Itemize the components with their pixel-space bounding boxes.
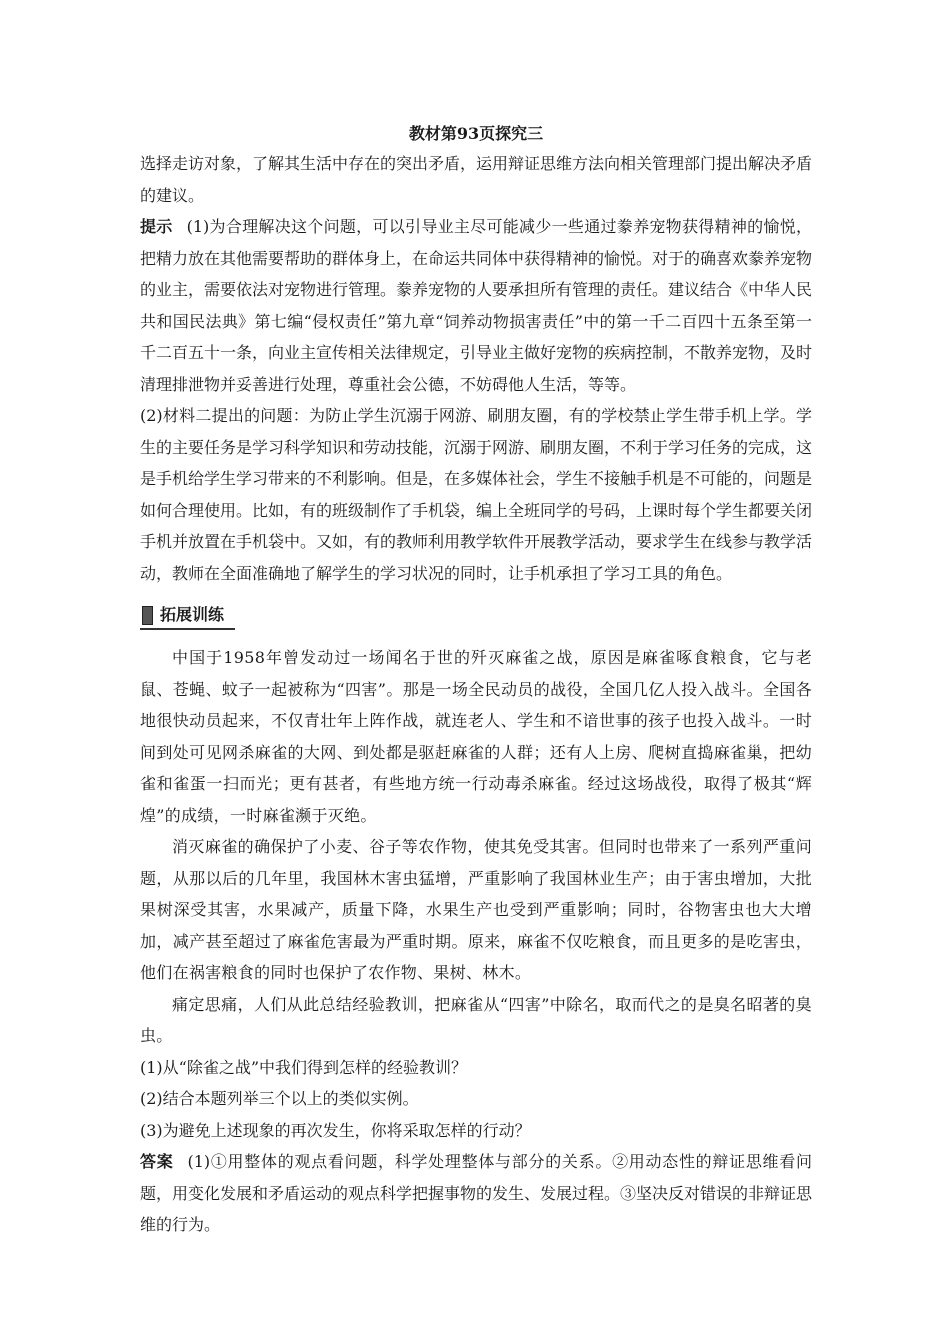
passage-paragraph-3: 痛定思痛，人们从此总结经验教训，把麻雀从“四害”中除名，取而代之的是臭名昭著的臭虫。 — [140, 994, 812, 1045]
section-heading — [140, 603, 235, 630]
question-3: (3)为避免上述现象的再次发生，你将采取怎样的行动？ — [140, 1120, 531, 1140]
document-page — [140, 120, 812, 1241]
passage-paragraph-2: 消灭麻雀的确保护了小麦、谷子等农作物，使其免受其害。但同时也带来了一系列严重问题，从那以后的几年里，我国林木害虫猛增，严重影响了我国林业生产；由于害虫增加，大批果树深受其害，水果减产，质量下降，水果生产也受到严重影响；同时，谷物害虫也大大增加，减产甚至超过了麻雀危害最为严重时期。原来，麻雀不仅吃粮食，而且更多的是吃害虫，他们在祸害粮食的同时也保护了农作物、果树、林木。 — [140, 837, 812, 982]
question-1: (1)从“除雀之战”中我们得到怎样的经验教训？ — [140, 1057, 468, 1077]
hint-paragraph-1 — [140, 211, 812, 400]
answer-paragraph — [140, 1146, 812, 1241]
hint-paragraph-2: (2)材料二提出的问题：为防止学生沉溺于网游、刷朋友圈，有的学校禁止学生带手机上学。学生的主要任务是学习科学知识和劳动技能，沉溺于网游、刷朋友圈，不利于学习任务的完成，这是手机给学生学习带来的不利影响。但是，在多媒体社会，学生不接触手机是不可能的，问题是如何合理使用。比如，有的班级制作了手机袋，编上全班同学的号码，上课时每个学生都要关闭手机并放置在手机袋中。又如，有的教师利用教学软件开展教学活动，要求学生在线参与教学活动，教师在全面准确地了解学生的学习状况的同时，让手机承担了学习工具的角色。 — [140, 406, 813, 583]
intro-paragraph: 选择走访对象，了解其生活中存在的突出矛盾，运用辩证思维方法向相关管理部门提出解决矛盾的建议。 — [140, 154, 813, 205]
section-bar-icon — [142, 606, 153, 625]
hint-label: 提示 — [140, 217, 173, 236]
question-2: (2)结合本题列举三个以上的类似实例。 — [140, 1089, 419, 1108]
passage-paragraph-1: 中国于1958年曾发动过一场闻名于世的歼灭麻雀之战，原因是麻雀啄食粮食，它与老鼠、苍蝇、蚊子一起被称为“四害”。那是一场全民动员的战役，全国几亿人投入战斗。全国各地很快动员起来，不仅青壮年上阵作战，就连老人、学生和不谙世事的孩子也投入战斗。一时间到处可见网杀麻雀的大网、到处都是驱赶麻雀的人群；还有人上房、爬树直捣麻雀巢，把幼雀和雀蛋一扫而光；更有甚者，有些地方统一行动毒杀麻雀。经过这场战役，取得了极其“辉煌”的成绩，一时麻雀濒于灭绝。 — [140, 648, 812, 825]
answer-label: 答案 — [140, 1152, 174, 1171]
section-heading-text: 拓展训练 — [160, 605, 225, 624]
answer-text: (1)①用整体的观点看问题，科学处理整体与部分的关系。②用动态性的辩证思维看问题，用变化发展和矛盾运动的观点科学把握事物的发生、发展过程。③坚决反对错误的非辩证思维的行为。 — [140, 1152, 813, 1234]
page-title: 教材第93页探究三 — [408, 124, 544, 143]
hint-text-1: (1)为合理解决这个问题，可以引导业主尽可能减少一些通过豢养宠物获得精神的愉悦，把精力放在其他需要帮助的群体身上，在命运共同体中获得精神的愉悦。对于的确喜欢豢养宠物的业主，需要依法对宠物进行管理。豢养宠物的人要承担所有管理的责任。建议结合《中华人民共和国民法典》第七编“侵权责任”第九章“饲养动物损害责任”中的第一千二百四十五条至第一千二百五十一条，向业主宣传相关法律规定，引导业主做好宠物的疾病控制，不散养宠物，及时清理排泄物并妥善进行处理，尊重社会公德，不妨碍他人生活，等等。 — [140, 217, 813, 394]
